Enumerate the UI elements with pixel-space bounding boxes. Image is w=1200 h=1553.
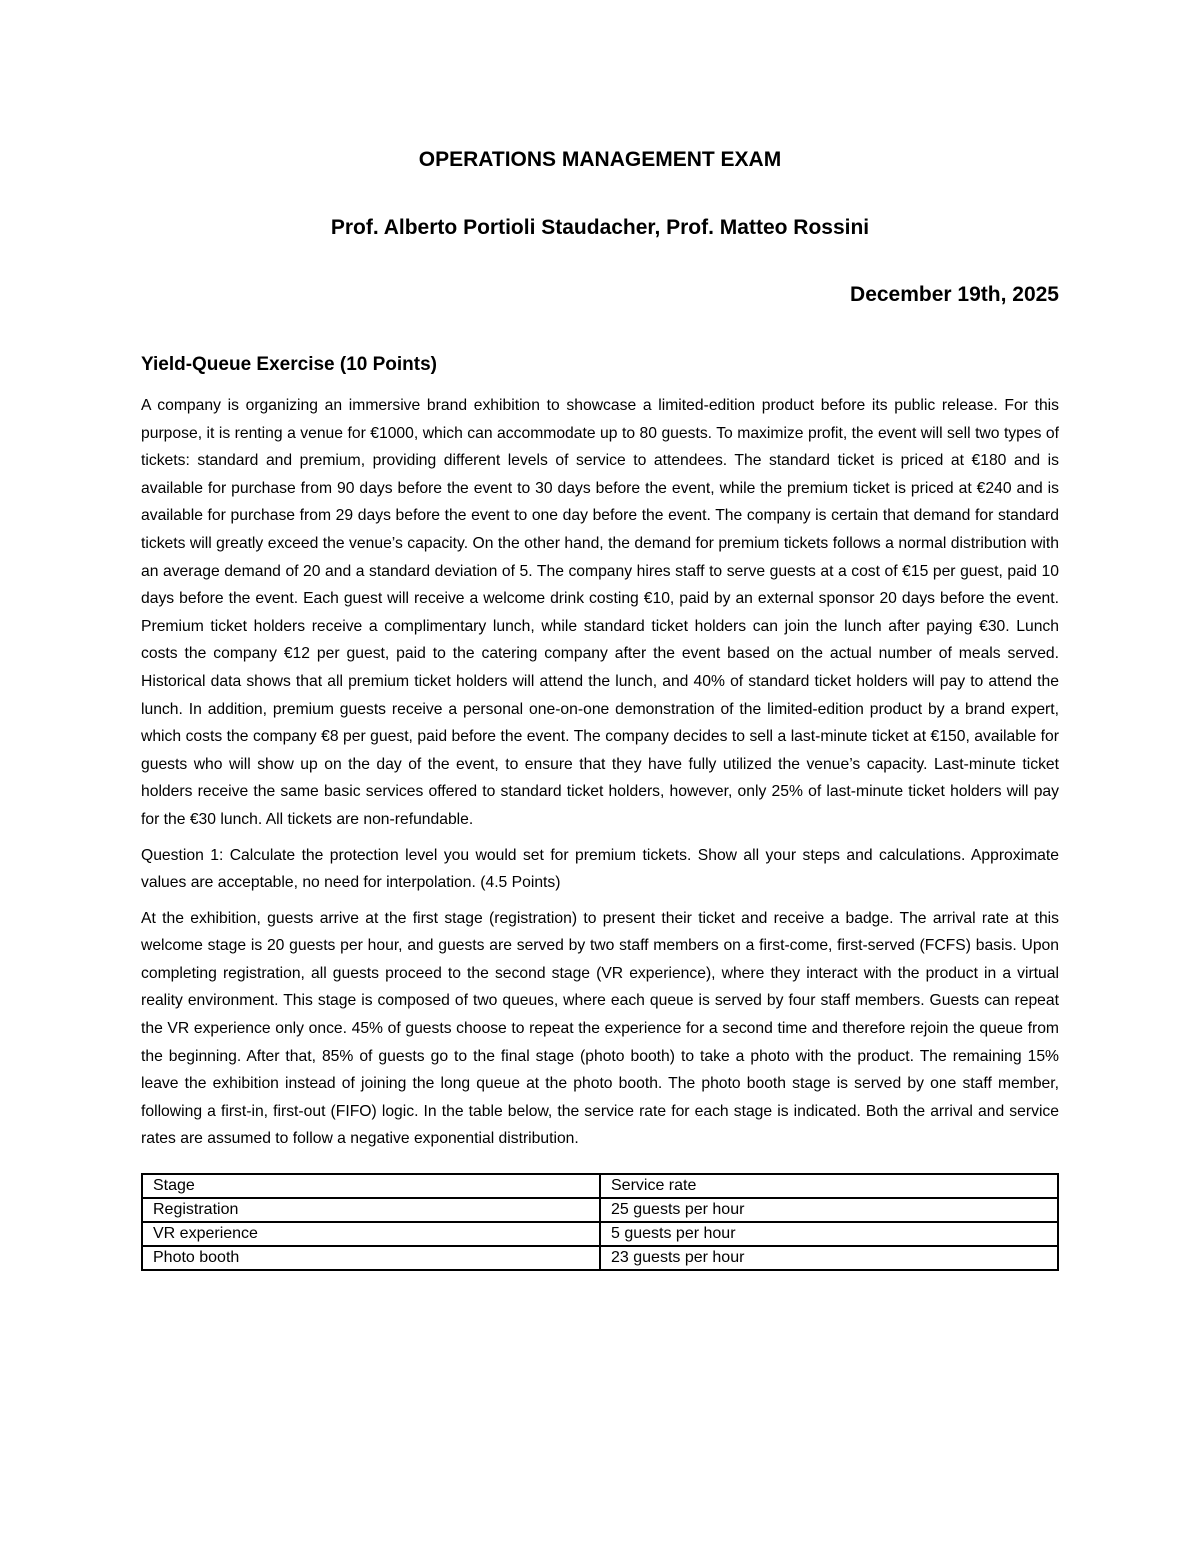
table-cell-stage: Registration	[142, 1198, 600, 1222]
table-cell-rate: 5 guests per hour	[600, 1222, 1058, 1246]
exercise-paragraph-1: A company is organizing an immersive brand exhibition to showcase a limited-edition product before its public release. For this purpose, it is renting a venue for €1000, which can accommodate up to 80 guests. To maximize profit, the event will sell two types of tickets: standard and premium, providing different levels of service to attendees. The standard ticket is priced at €180 and is available for purchase from 90 days before the event to 30 days before the event, while the premium ticket is priced at €240 and is available for purchase from 29 days before the event to one day before the event. The company is certain that demand for standard tickets will greatly exceed the venue’s capacity. On the other hand, the demand for premium tickets follows a normal distribution with an average demand of 20 and a standard deviation of 5. The company hires staff to serve guests at a cost of €15 per guest, paid 10 days before the event. Each guest will receive a welcome drink costing €10, paid by an external sponsor 20 days before the event. Premium ticket holders receive a complimentary lunch, while standard ticket holders can join the lunch after paying €30. Lunch costs the company €12 per guest, paid to the catering company after the event based on the actual number of meals served. Historical data shows that all premium ticket holders will attend the lunch, and 40% of standard ticket holders will pay to attend the lunch. In addition, premium guests receive a personal one-on-one demonstration of the limited-edition product by a brand expert, which costs the company €8 per guest, paid before the event. The company decides to sell a last-minute ticket at €150, available for guests who will show up on the day of the event, to ensure that they have fully utilized the venue’s capacity. Last-minute ticket holders receive the same basic services offered to standard ticket holders, however, only 25% of last-minute ticket holders will pay for the €30 lunch. All tickets are non-refundable.	[141, 397, 1059, 828]
exam-date: December 19th, 2025	[850, 283, 1059, 306]
table-cell-stage: VR experience	[142, 1222, 600, 1246]
table-cell-stage: Photo booth	[142, 1246, 600, 1270]
exercise-heading: Yield-Queue Exercise (10 Points)	[141, 354, 438, 375]
exam-authors: Prof. Alberto Portioli Staudacher, Prof. Matteo Rossini	[330, 216, 870, 239]
table-header-row	[142, 1174, 1058, 1198]
table-cell-rate: 25 guests per hour	[600, 1198, 1058, 1222]
table-row	[142, 1222, 1058, 1246]
table-cell-rate: 23 guests per hour	[600, 1246, 1058, 1270]
page-content	[141, 146, 1059, 1271]
question-1: Question 1: Calculate the protection level you would set for premium tickets. Show all your steps and calculations. Approximate values are acceptable, no need for interpolation. (4.5 Points)	[141, 846, 1059, 892]
table-header-cell: Stage	[142, 1174, 600, 1198]
exam-title: OPERATIONS MANAGEMENT EXAM	[418, 148, 782, 171]
service-rate-table	[141, 1173, 1059, 1271]
table-header-cell: Service rate	[600, 1174, 1058, 1198]
exercise-paragraph-2: At the exhibition, guests arrive at the first stage (registration) to present their ticket and receive a badge. The arrival rate at this welcome stage is 20 guests per hour, and guests are served by two staff members on a first-come, first-served (FCFS) basis. Upon completing registration, all guests proceed to the second stage (VR experience), where they interact with the product in a virtual reality environment. This stage is composed of two queues, where each queue is served by four staff members. Guests can repeat the VR experience only once. 45% of guests choose to repeat the experience for a second time and therefore rejoin the queue from the beginning. After that, 85% of guests go to the final stage (photo booth) to take a photo with the product. The remaining 15% leave the exhibition instead of joining the long queue at the photo booth. The photo booth stage is served by one staff member, following a first-in, first-out (FIFO) logic. In the table below, the service rate for each stage is indicated. Both the arrival and service rates are assumed to follow a negative exponential distribution.	[141, 909, 1059, 1148]
table-row	[142, 1198, 1058, 1222]
table-row	[142, 1246, 1058, 1270]
